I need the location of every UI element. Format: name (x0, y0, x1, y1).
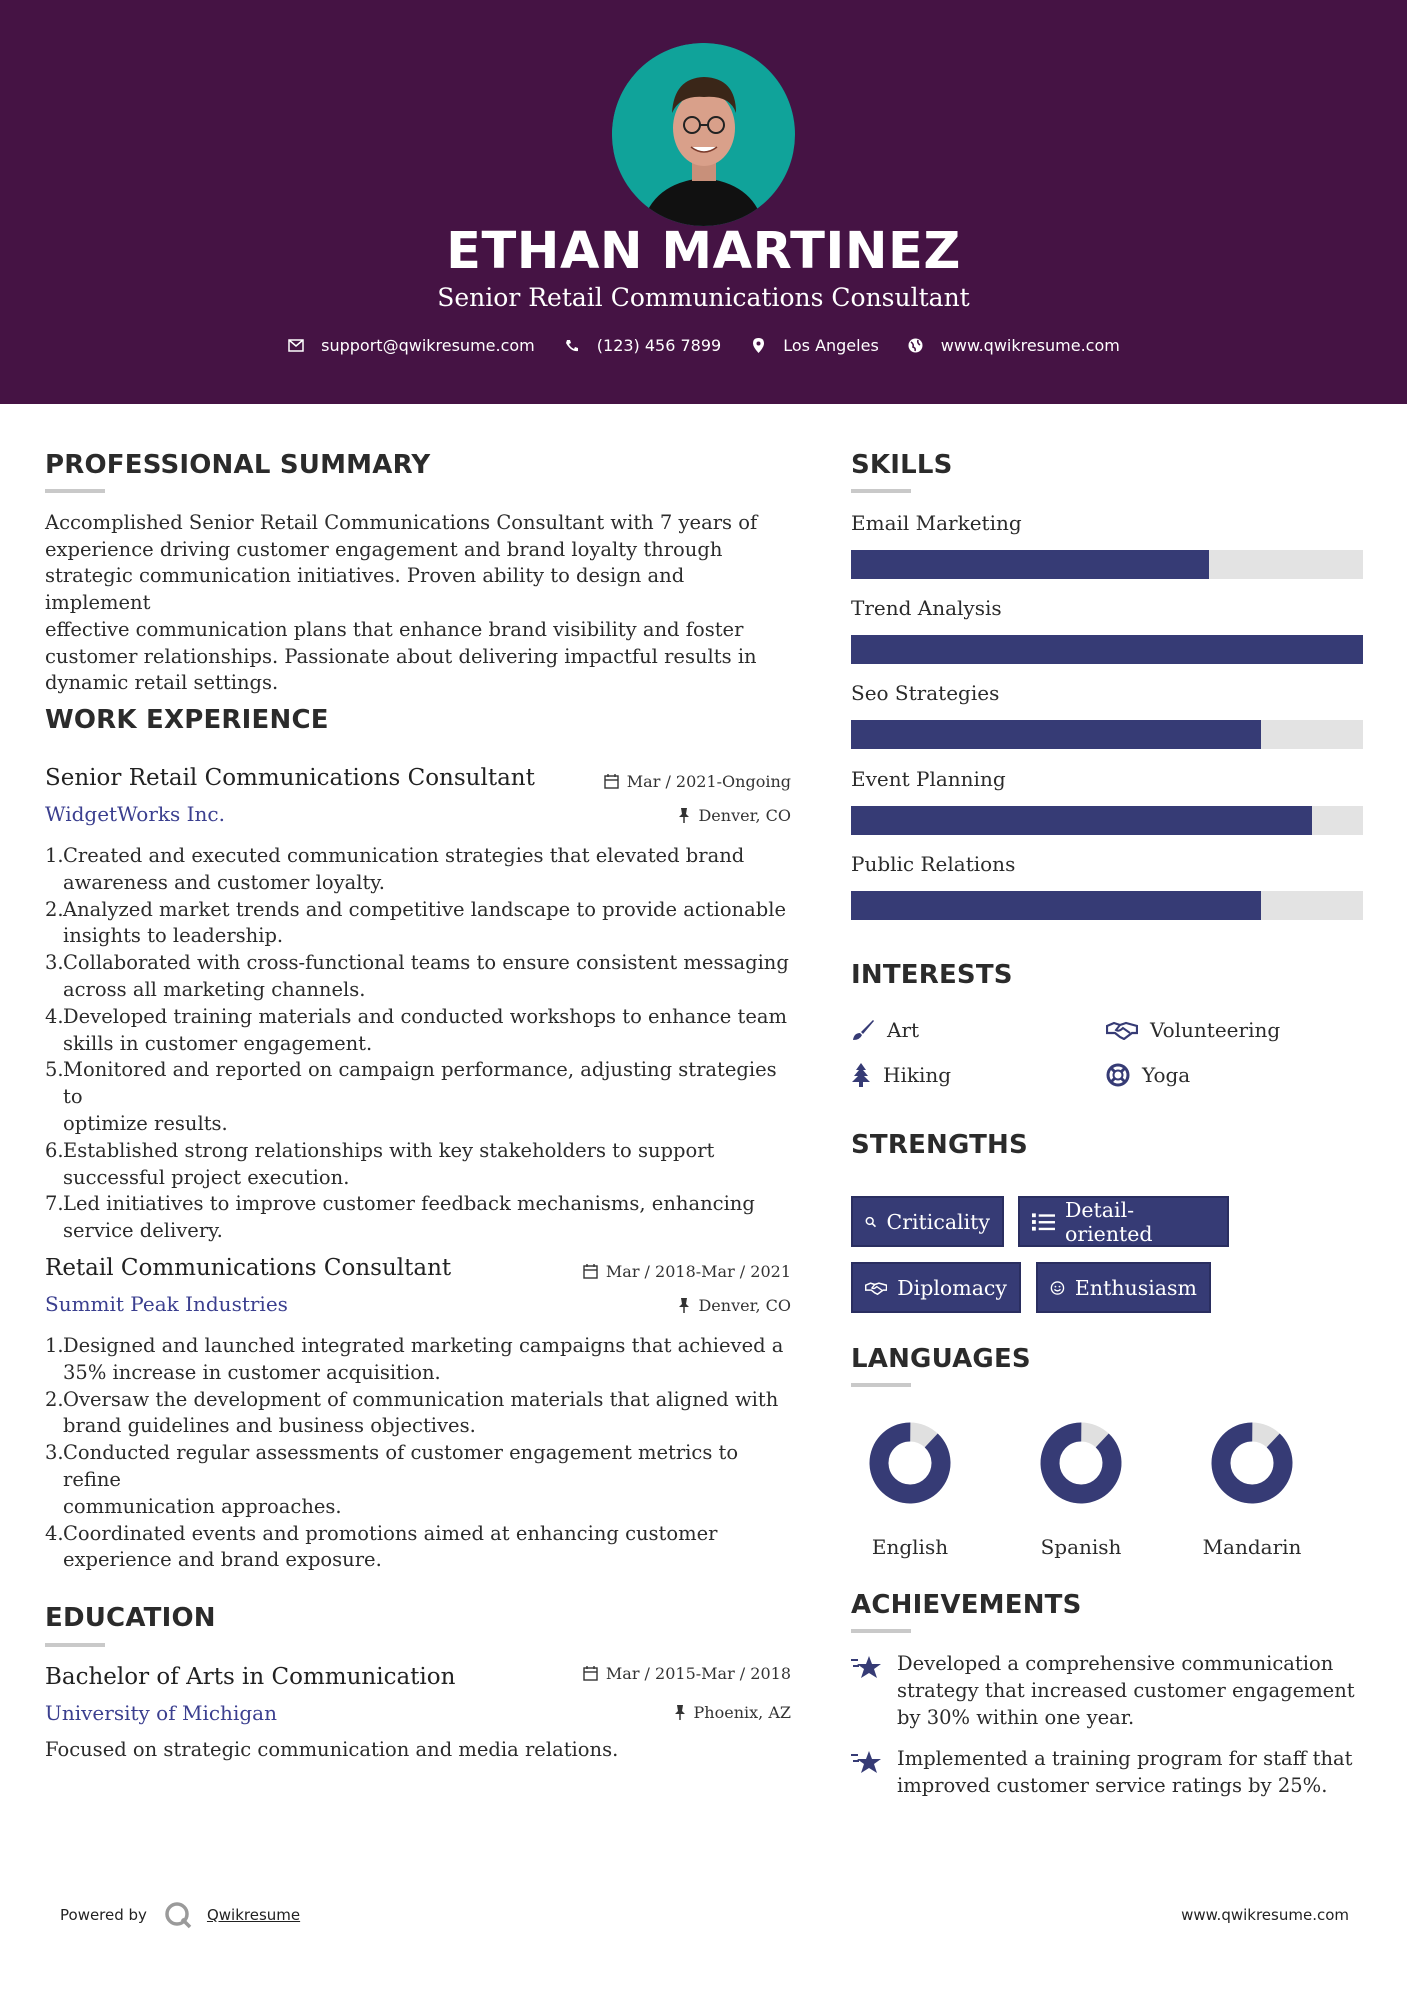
interest-hiking (851, 1063, 951, 1087)
summary-line: experience driving customer engagement and brand loyalty through (45, 537, 723, 561)
skill-label: Seo Strategies (851, 681, 1000, 705)
job-bullets (45, 1333, 795, 1574)
job-bullets (45, 843, 795, 1245)
strength-tag (1018, 1196, 1229, 1247)
envelope-icon (287, 337, 305, 355)
brand-link[interactable]: Qwikresume (206, 1906, 301, 1924)
lifebuoy-icon (1106, 1063, 1130, 1087)
job-dates (500, 772, 791, 791)
resume-header (0, 0, 1407, 404)
skill-bar-fill (851, 891, 1261, 920)
contact-email[interactable] (287, 336, 535, 355)
star-badge-icon (851, 1654, 883, 1680)
experience-heading: WORK EXPERIENCE (45, 705, 329, 735)
interest-label: Hiking (883, 1063, 952, 1087)
interest-label: Art (887, 1018, 920, 1042)
language-donut (865, 1418, 955, 1508)
education-description: Focused on strategic communication and media relations. (45, 1738, 619, 1761)
language-item (840, 1418, 980, 1559)
list-item: 5. Monitored and reported on campaign performance, adjusting strategies to optimize results. (45, 1058, 777, 1135)
language-label: English (871, 1535, 949, 1559)
skills-underline (851, 489, 911, 493)
list-icon (1032, 1212, 1055, 1232)
skill-bar (851, 635, 1363, 664)
handshake-icon (865, 1278, 887, 1298)
skill-bar (851, 806, 1363, 835)
job-location (500, 1296, 791, 1315)
skills-heading: SKILLS (851, 450, 953, 480)
phone-text: (123) 456 7899 (596, 336, 722, 355)
strengths-heading: STRENGTHS (851, 1130, 1028, 1160)
handshake-icon (1106, 1020, 1138, 1040)
pushpin-icon (674, 1705, 686, 1720)
achievements-underline (851, 1629, 911, 1633)
achievement-text: Developed a comprehensive communication strategy that increased customer engagement by 30% within one year. (897, 1652, 1355, 1729)
list-item: 2. Analyzed market trends and competitive landscape to provide actionable insights to leadership. (45, 897, 787, 948)
globe-icon (907, 337, 925, 355)
language-item (1011, 1418, 1151, 1559)
strength-label: Criticality (886, 1209, 990, 1234)
phone-icon (563, 337, 581, 355)
pushpin-icon (678, 1298, 690, 1313)
language-label: Spanish (1040, 1535, 1122, 1559)
languages-underline (851, 1383, 911, 1387)
summary-line: dynamic retail settings. (45, 671, 279, 695)
summary-line: customer relationships. Passionate about delivering impactful results in (45, 644, 757, 668)
contact-bar (0, 336, 1407, 355)
achievement-text: Implemented a training program for staff that improved customer service ratings by 25%. (897, 1747, 1353, 1797)
calendar-icon (583, 1666, 598, 1681)
list-item: 3. Conducted regular assessments of customer engagement metrics to refine communication approaches. (45, 1441, 739, 1518)
qwikresume-logo-icon (163, 1900, 193, 1930)
tree-icon (851, 1063, 871, 1087)
contact-location (749, 336, 879, 355)
education-location-text: Phoenix, AZ (693, 1703, 791, 1722)
map-pin-icon (749, 337, 767, 355)
pushpin-icon (678, 808, 690, 823)
location-text: Los Angeles (783, 336, 879, 355)
contact-website[interactable] (907, 336, 1120, 355)
school-name: University of Michigan (45, 1701, 277, 1725)
interest-yoga (1106, 1063, 1190, 1087)
list-item: 1. Created and executed communication strategies that elevated brand awareness and customer loyalty. (45, 844, 745, 894)
job-location-text: Denver, CO (698, 806, 791, 825)
interest-volunteering (1106, 1018, 1280, 1042)
skill-bar (851, 891, 1363, 920)
company-name: WidgetWorks Inc. (45, 802, 225, 826)
website-text: www.qwikresume.com (940, 336, 1120, 355)
skill-label: Email Marketing (851, 511, 1022, 535)
job-location (500, 806, 791, 825)
summary-text (45, 510, 785, 697)
skill-label: Event Planning (851, 767, 1006, 791)
summary-underline (45, 489, 105, 493)
strength-tag (851, 1262, 1021, 1313)
footer-url[interactable]: www.qwikresume.com (1181, 1906, 1349, 1924)
education-dates (500, 1664, 791, 1683)
list-item: 7. Led initiatives to improve customer feedback mechanisms, enhancing service delivery. (45, 1192, 755, 1243)
skill-bar (851, 720, 1363, 749)
languages-heading: LANGUAGES (851, 1344, 1031, 1374)
education-heading: EDUCATION (45, 1603, 216, 1633)
contact-phone[interactable] (563, 336, 721, 355)
star-badge-icon (851, 1749, 883, 1775)
list-item: 4. Coordinated events and promotions aimed at enhancing customer experience and brand exposure. (45, 1521, 718, 1572)
list-item: 4. Developed training materials and conducted workshops to enhance team skills in customer engagement. (45, 1004, 788, 1055)
candidate-name: ETHAN MARTINEZ (446, 222, 961, 281)
interests-heading: INTERESTS (851, 960, 1013, 990)
summary-line: effective communication plans that enhance brand visibility and foster (45, 617, 744, 641)
job-location-text: Denver, CO (698, 1296, 791, 1315)
interest-art (851, 1018, 919, 1042)
education-underline (45, 1643, 105, 1647)
smile-icon (1050, 1277, 1065, 1299)
email-text: support@qwikresume.com (321, 336, 535, 355)
search-icon (865, 1211, 877, 1233)
skill-bar-fill (851, 720, 1261, 749)
job-title: Retail Communications Consultant (45, 1255, 452, 1281)
skill-label: Trend Analysis (851, 596, 1002, 620)
strength-tag (851, 1196, 1004, 1247)
company-name: Summit Peak Industries (45, 1292, 288, 1316)
list-item: 2. Oversaw the development of communication materials that aligned with brand guidelines and business objectives. (45, 1387, 779, 1438)
skill-bar-fill (851, 635, 1363, 664)
powered-by-text: Powered by (60, 1906, 147, 1924)
skill-label: Public Relations (851, 852, 1016, 876)
strength-label: Enthusiasm (1074, 1275, 1197, 1300)
skill-bar-fill (851, 806, 1312, 835)
achievement-item (851, 1745, 1371, 1799)
language-donut (1036, 1418, 1126, 1508)
summary-line: strategic communication initiatives. Proven ability to design and implement (45, 564, 685, 615)
footer-powered-by (60, 1900, 300, 1930)
job-title: Senior Retail Communications Consultant (45, 765, 535, 791)
degree-title: Bachelor of Arts in Communication (45, 1664, 456, 1690)
job-dates (500, 1262, 791, 1281)
education-location (500, 1703, 791, 1722)
job-dates-text: Mar / 2021-Ongoing (626, 772, 791, 791)
calendar-icon (583, 1264, 598, 1279)
achievement-item (851, 1650, 1371, 1731)
paintbrush-icon (851, 1019, 875, 1041)
summary-line: Accomplished Senior Retail Communications Consultant with 7 years of (45, 511, 758, 534)
calendar-icon (604, 774, 619, 789)
language-label: Mandarin (1202, 1535, 1302, 1559)
language-donut (1207, 1418, 1297, 1508)
list-item: 3. Collaborated with cross-functional teams to ensure consistent messaging across all marketing channels. (45, 951, 789, 1001)
interest-label: Volunteering (1150, 1018, 1281, 1042)
strength-tag (1036, 1262, 1211, 1313)
list-item: 6. Established strong relationships with key stakeholders to support successful project execution. (45, 1138, 715, 1189)
candidate-title: Senior Retail Communications Consultant (437, 283, 970, 312)
strength-label: Detail-oriented (1064, 1197, 1153, 1246)
language-item (1182, 1418, 1322, 1559)
achievements-heading: ACHIEVEMENTS (851, 1590, 1082, 1620)
summary-heading: PROFESSIONAL SUMMARY (45, 450, 431, 480)
education-dates-text: Mar / 2015-Mar / 2018 (605, 1664, 791, 1683)
list-item: 1. Designed and launched integrated marketing campaigns that achieved a 35% increase in customer acquisition. (45, 1334, 784, 1384)
profile-photo (612, 43, 795, 226)
skill-bar (851, 550, 1363, 579)
skill-bar-fill (851, 550, 1209, 579)
job-dates-text: Mar / 2018-Mar / 2021 (605, 1262, 791, 1281)
interest-label: Yoga (1142, 1063, 1191, 1087)
strength-label: Diplomacy (897, 1275, 1007, 1300)
